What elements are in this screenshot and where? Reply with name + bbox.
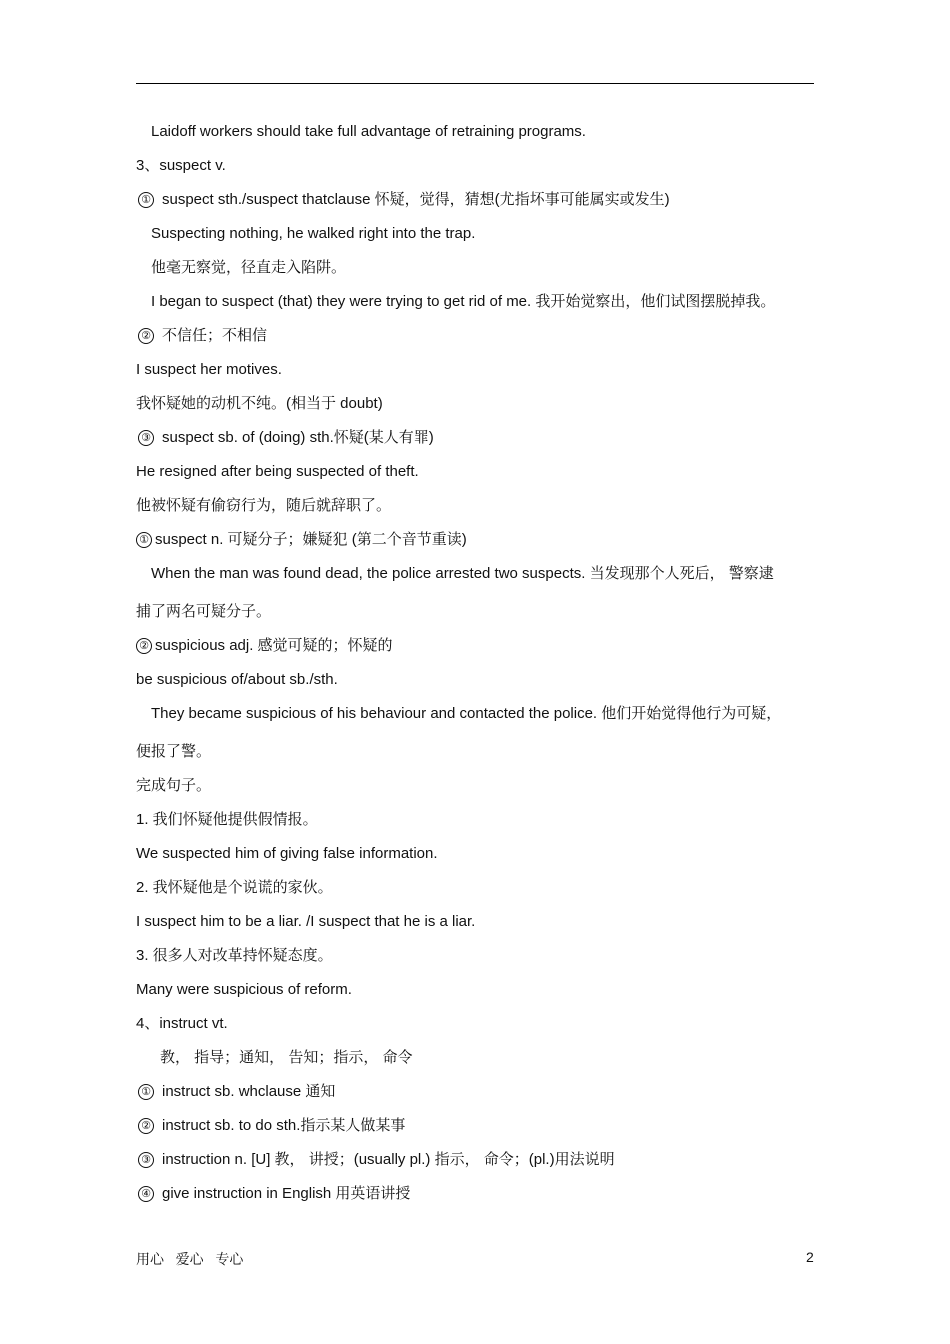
usage-item: ③ suspect sb. of (doing) sth.怀疑(某人有罪) bbox=[136, 428, 816, 462]
example-sentence: I began to suspect (that) they were trying to get rid of me. 我开始觉察出，他们试图摆脱掉我。 bbox=[151, 293, 776, 310]
usage-item: ④ give instruction in English 用英语讲授 bbox=[136, 1184, 816, 1218]
usage-item: ② instruct sb. to do sth.指示某人做某事 bbox=[136, 1116, 816, 1150]
list-marker: ④ bbox=[138, 1186, 154, 1202]
example-translation: 我怀疑她的动机不纯。(相当于 doubt) bbox=[136, 395, 383, 412]
usage-item: ② 不信任；不相信 bbox=[136, 326, 816, 360]
usage-item: ① instruct sb. whclause 通知 bbox=[136, 1082, 816, 1116]
example-sentence-continued: 捕了两名可疑分子。 bbox=[136, 603, 272, 620]
usage-item: ③ instruction n. [U] 教， 讲授；(usually pl.) 指示， 命令；(pl.)用法说明 bbox=[136, 1150, 816, 1184]
exercise-answer: Many were suspicious of reform. bbox=[136, 981, 352, 998]
list-marker: ② bbox=[138, 328, 154, 344]
page-number: 2 bbox=[806, 1249, 814, 1265]
example-translation: 他毫无察觉，径直走入陷阱。 bbox=[151, 259, 347, 276]
list-marker: ③ bbox=[138, 430, 154, 446]
exercise-answer: I suspect him to be a liar. /I suspect that he is a liar. bbox=[136, 913, 476, 930]
list-marker: ② bbox=[138, 1118, 154, 1134]
usage-pattern: be suspicious of/about sb./sth. bbox=[136, 671, 338, 688]
list-marker: ① bbox=[136, 532, 152, 548]
usage-item: ① suspect n. 可疑分子；嫌疑犯 (第二个音节重读) bbox=[136, 530, 816, 564]
usage-item: ① suspect sth./suspect thatclause 怀疑，觉得，猜想(尤指坏事可能属实或发生) bbox=[136, 190, 816, 224]
list-marker: ③ bbox=[138, 1152, 154, 1168]
header-rule bbox=[136, 83, 814, 84]
example-sentence: Suspecting nothing, he walked right into the trap. bbox=[151, 225, 476, 242]
example-sentence-continued: 便报了警。 bbox=[136, 743, 212, 760]
example-sentence: I suspect her motives. bbox=[136, 361, 282, 378]
example-sentence: He resigned after being suspected of theft. bbox=[136, 463, 419, 480]
example-sentence: Laidoff workers should take full advantage of retraining programs. bbox=[151, 123, 586, 140]
exercise-prompt: 2. 我怀疑他是个说谎的家伙。 bbox=[136, 879, 333, 896]
exercise-prompt: 3. 很多人对改革持怀疑态度。 bbox=[136, 947, 333, 964]
exercise-answer: We suspected him of giving false information. bbox=[136, 845, 438, 862]
example-sentence: They became suspicious of his behaviour and contacted the police. 他们开始觉得他行为可疑， bbox=[151, 705, 782, 722]
usage-item: ② suspicious adj. 感觉可疑的；怀疑的 bbox=[136, 636, 816, 670]
exercise-prompt: 1. 我们怀疑他提供假情报。 bbox=[136, 811, 318, 828]
footer-motto: 用心 爱心 专心 bbox=[136, 1251, 244, 1267]
definition-line: 教， 指导；通知， 告知；指示， 命令 bbox=[160, 1049, 413, 1066]
list-marker: ① bbox=[138, 192, 154, 208]
example-sentence: When the man was found dead, the police arrested two suspects. 当发现那个人死后， 警察逮 bbox=[151, 565, 774, 582]
section-heading-suspect: 3、suspect v. bbox=[136, 157, 226, 174]
list-marker: ① bbox=[138, 1084, 154, 1100]
example-translation: 他被怀疑有偷窃行为，随后就辞职了。 bbox=[136, 497, 392, 514]
list-marker: ② bbox=[136, 638, 152, 654]
exercise-heading: 完成句子。 bbox=[136, 777, 212, 794]
section-heading-instruct: 4、instruct vt. bbox=[136, 1015, 228, 1032]
document-body bbox=[136, 122, 816, 1218]
